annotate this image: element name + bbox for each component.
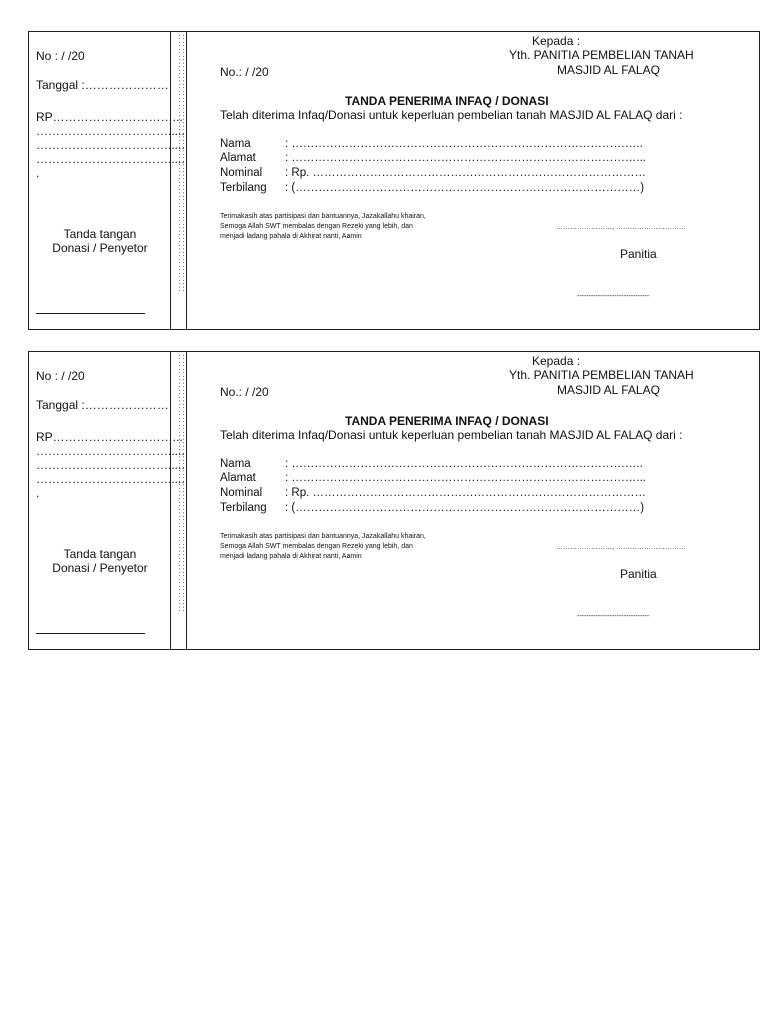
receipt-form-2	[28, 351, 760, 650]
field-value-nama: : ………………………………………………………………………………..	[285, 458, 643, 470]
committee-signature-line: -------------------------------	[577, 613, 650, 620]
receipt-stub	[29, 352, 185, 649]
thanks-line-2: Semoga Allah SWT membalas dengan Rezeki yang lebih, dan	[220, 543, 413, 550]
place-date-line: ……………………, …………………………	[556, 224, 686, 231]
receipt-stub	[29, 32, 185, 329]
field-label-alamat: Alamat	[220, 472, 256, 484]
receipt-number: No.: / /20	[220, 385, 269, 399]
stub-line: …………………………….....	[36, 472, 185, 486]
field-value-terbilang: : (………………………………………………………………………………)	[285, 502, 645, 514]
stub-date: Tanggal :…………………	[36, 398, 169, 412]
stub-line: …………………………….....	[36, 138, 185, 152]
receipt-number: No.: / /20	[220, 65, 269, 79]
committee-signature-line: -------------------------------	[577, 293, 650, 300]
stub-signature-line	[36, 633, 145, 634]
stub-line: …………………………….....	[36, 124, 185, 138]
field-label-nominal: Nominal	[220, 487, 263, 499]
receipt-form-1	[28, 31, 760, 330]
stub-sign-title: Tanda tangan	[63, 547, 137, 561]
field-label-nominal: Nominal	[220, 167, 263, 179]
receipt-title: TANDA PENERIMA INFAQ / DONASI	[345, 414, 549, 428]
stub-signature-line	[36, 313, 145, 314]
thanks-line-3: menjadi ladang pahala di Akhirat nanti, Aamin	[220, 553, 362, 560]
field-value-nominal: : Rp. ……………………………………………………………………………	[285, 167, 646, 179]
stub-amount: RP…………………………...	[36, 430, 183, 444]
field-label-terbilang: Terbilang	[220, 182, 267, 194]
addressee-label: Kepada :	[532, 354, 581, 368]
addressee-mosque: MASJID AL FALAQ	[557, 383, 660, 397]
field-value-alamat: : ………………………………………………………………………………...	[285, 472, 646, 484]
addressee-name: Yth. PANITIA PEMBELIAN TANAH	[509, 48, 694, 62]
field-value-terbilang: : (………………………………………………………………………………)	[285, 182, 645, 194]
thanks-line-2: Semoga Allah SWT membalas dengan Rezeki yang lebih, dan	[220, 223, 413, 230]
stub-line: …………………………….....	[36, 444, 185, 458]
thanks-line-3: menjadi ladang pahala di Akhirat nanti, Aamin	[220, 233, 362, 240]
stub-line: .	[36, 166, 40, 180]
stub-date: Tanggal :…………………	[36, 78, 169, 92]
perforation: ::::::::::::::::::::::::::::::::::::::::::::::::::::::::::::::::::::::::::	[171, 352, 187, 649]
committee-label: Panitia	[620, 247, 657, 261]
field-value-nominal: : Rp. ……………………………………………………………………………	[285, 487, 646, 499]
addressee-mosque: MASJID AL FALAQ	[557, 63, 660, 77]
stub-line: .	[36, 486, 40, 500]
field-value-nama: : ………………………………………………………………………………..	[285, 138, 643, 150]
committee-label: Panitia	[620, 567, 657, 581]
stub-number: No : / /20	[36, 49, 85, 63]
thanks-line-1: Terimakasih atas partisipasi dan bantuannya, Jazakallahu khairan,	[220, 213, 426, 220]
field-label-alamat: Alamat	[220, 152, 256, 164]
stub-line: …………………………….....	[36, 152, 185, 166]
receipt-intro: Telah diterima Infaq/Donasi untuk keperluan pembelian tanah MASJID AL FALAQ dari :	[220, 108, 683, 122]
field-value-alamat: : ………………………………………………………………………………...	[285, 152, 646, 164]
stub-line: …………………………….....	[36, 458, 185, 472]
stub-sign-subtitle: Donasi / Penyetor	[52, 561, 148, 575]
addressee-name: Yth. PANITIA PEMBELIAN TANAH	[509, 368, 694, 382]
addressee-label: Kepada :	[532, 34, 581, 48]
stub-sign-subtitle: Donasi / Penyetor	[52, 241, 148, 255]
stub-amount: RP…………………………...	[36, 110, 183, 124]
field-label-terbilang: Terbilang	[220, 502, 267, 514]
perforation: ::::::::::::::::::::::::::::::::::::::::::::::::::::::::::::::::::::::::::	[171, 32, 187, 329]
place-date-line: ……………………, …………………………	[556, 544, 686, 551]
receipt-intro: Telah diterima Infaq/Donasi untuk keperluan pembelian tanah MASJID AL FALAQ dari :	[220, 428, 683, 442]
receipt-title: TANDA PENERIMA INFAQ / DONASI	[345, 94, 549, 108]
field-label-nama: Nama	[220, 138, 251, 150]
thanks-line-1: Terimakasih atas partisipasi dan bantuannya, Jazakallahu khairan,	[220, 533, 426, 540]
field-label-nama: Nama	[220, 458, 251, 470]
stub-sign-title: Tanda tangan	[63, 227, 137, 241]
stub-number: No : / /20	[36, 369, 85, 383]
